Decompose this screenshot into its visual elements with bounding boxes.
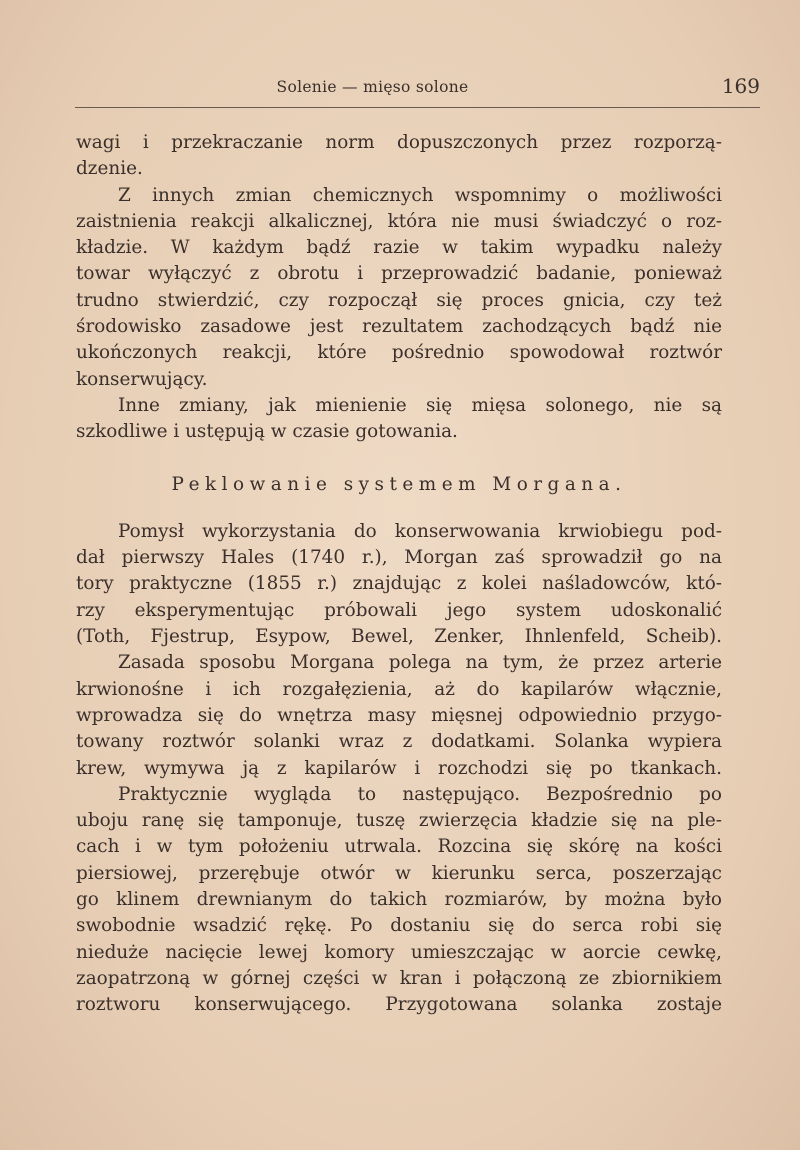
paragraph [76,183,722,393]
header-rule [75,107,760,108]
text-line: ukończonych reakcji, które pośrednio spowodował roztwór [76,342,722,364]
text-line: zaistnienia reakcji alkalicznej, która nie musi świadczyć o roz- [76,210,722,232]
text-line: (Toth, Fjestrup, Esypow, Bewel, Zenker, Ihnlenfeld, Scheib). [76,626,722,648]
text-line: krew, wymywa ją z kapilarów i rozchodzi się po tkankach. [76,757,722,779]
text-line: konserwujący. [76,368,208,390]
text-line: Zasada sposobu Morgana polega na tym, że przez arterie [118,652,722,674]
text-line: środowisko zasadowe jest rezultatem zachodzących bądź nie [76,316,722,338]
text-line: uboju ranę się tamponuje, tuszę zwierzęcia kładzie się na ple- [76,810,722,832]
text-line: wagi i przekraczanie norm dopuszczonych przez rozporzą- [76,132,722,153]
text-line: piersiowej, przerębuje otwór w kierunku serca, poszerzając [76,862,722,884]
running-head [75,76,760,106]
text-line: Z innych zmian chemicznych wspomnimy o możliwości [118,184,722,206]
section-heading: Peklowanie systemem Morgana. [171,473,627,495]
text-line: swobodnie wsadzić rękę. Po dostaniu się do serca robi się [76,915,722,937]
paragraph [76,130,722,183]
text-line: trudno stwierdzić, czy rozpoczął się proces gnicia, czy też [76,289,722,311]
text-line: go klinem drewnianym do takich rozmiarów, by można było [76,889,722,911]
body-text [76,130,722,1019]
text-line: wprowadza się do wnętrza masy mięsnej odpowiednio przygo- [76,704,722,726]
paragraph [76,393,722,446]
page-number: 169 [721,74,760,98]
paragraph [76,782,722,1019]
paragraph [76,519,722,650]
text-line: cach i w tym położeniu utrwala. Rozcina się skórę na kości [76,836,722,858]
text-line: szkodliwe i ustępują w czasie gotowania. [76,421,458,443]
paragraph [76,650,722,781]
text-line: towar wyłączyć z obrotu i przeprowadzić badanie, ponieważ [76,263,722,285]
text-line: nieduże nacięcie lewej komory umieszczając w aorcie cewkę, [76,941,722,963]
text-line: Inne zmiany, jak mienienie się mięsa solonego, nie są [118,394,722,416]
text-line: rzy eksperymentując próbowali jego system udoskonalić [76,599,722,621]
text-line: towany roztwór solanki wraz z dodatkami. Solanka wypiera [76,731,722,753]
text-line: dzenie. [76,158,143,180]
text-line: kładzie. W każdym bądź razie w takim wypadku należy [76,237,722,259]
text-line: zaopatrzoną w górnej części w kran i połączoną ze zbiornikiem [76,967,722,989]
text-line: krwionośne i ich rozgałęzienia, aż do kapilarów włącznie, [76,678,722,700]
text-line: tory praktyczne (1855 r.) znajdując z kolei naśladowców, któ- [76,573,722,595]
running-title: Solenie — mięso solone [276,78,469,96]
text-line: dał pierwszy Hales (1740 r.), Morgan zaś sprowadził go na [76,547,722,569]
text-line: Pomysł wykorzystania do konserwowania krwiobiegu pod- [118,520,722,542]
text-line: roztworu konserwującego. Przygotowana solanka zostaje [76,994,722,1016]
text-line: Praktycznie wygląda to następująco. Bezpośrednio po [118,783,722,805]
